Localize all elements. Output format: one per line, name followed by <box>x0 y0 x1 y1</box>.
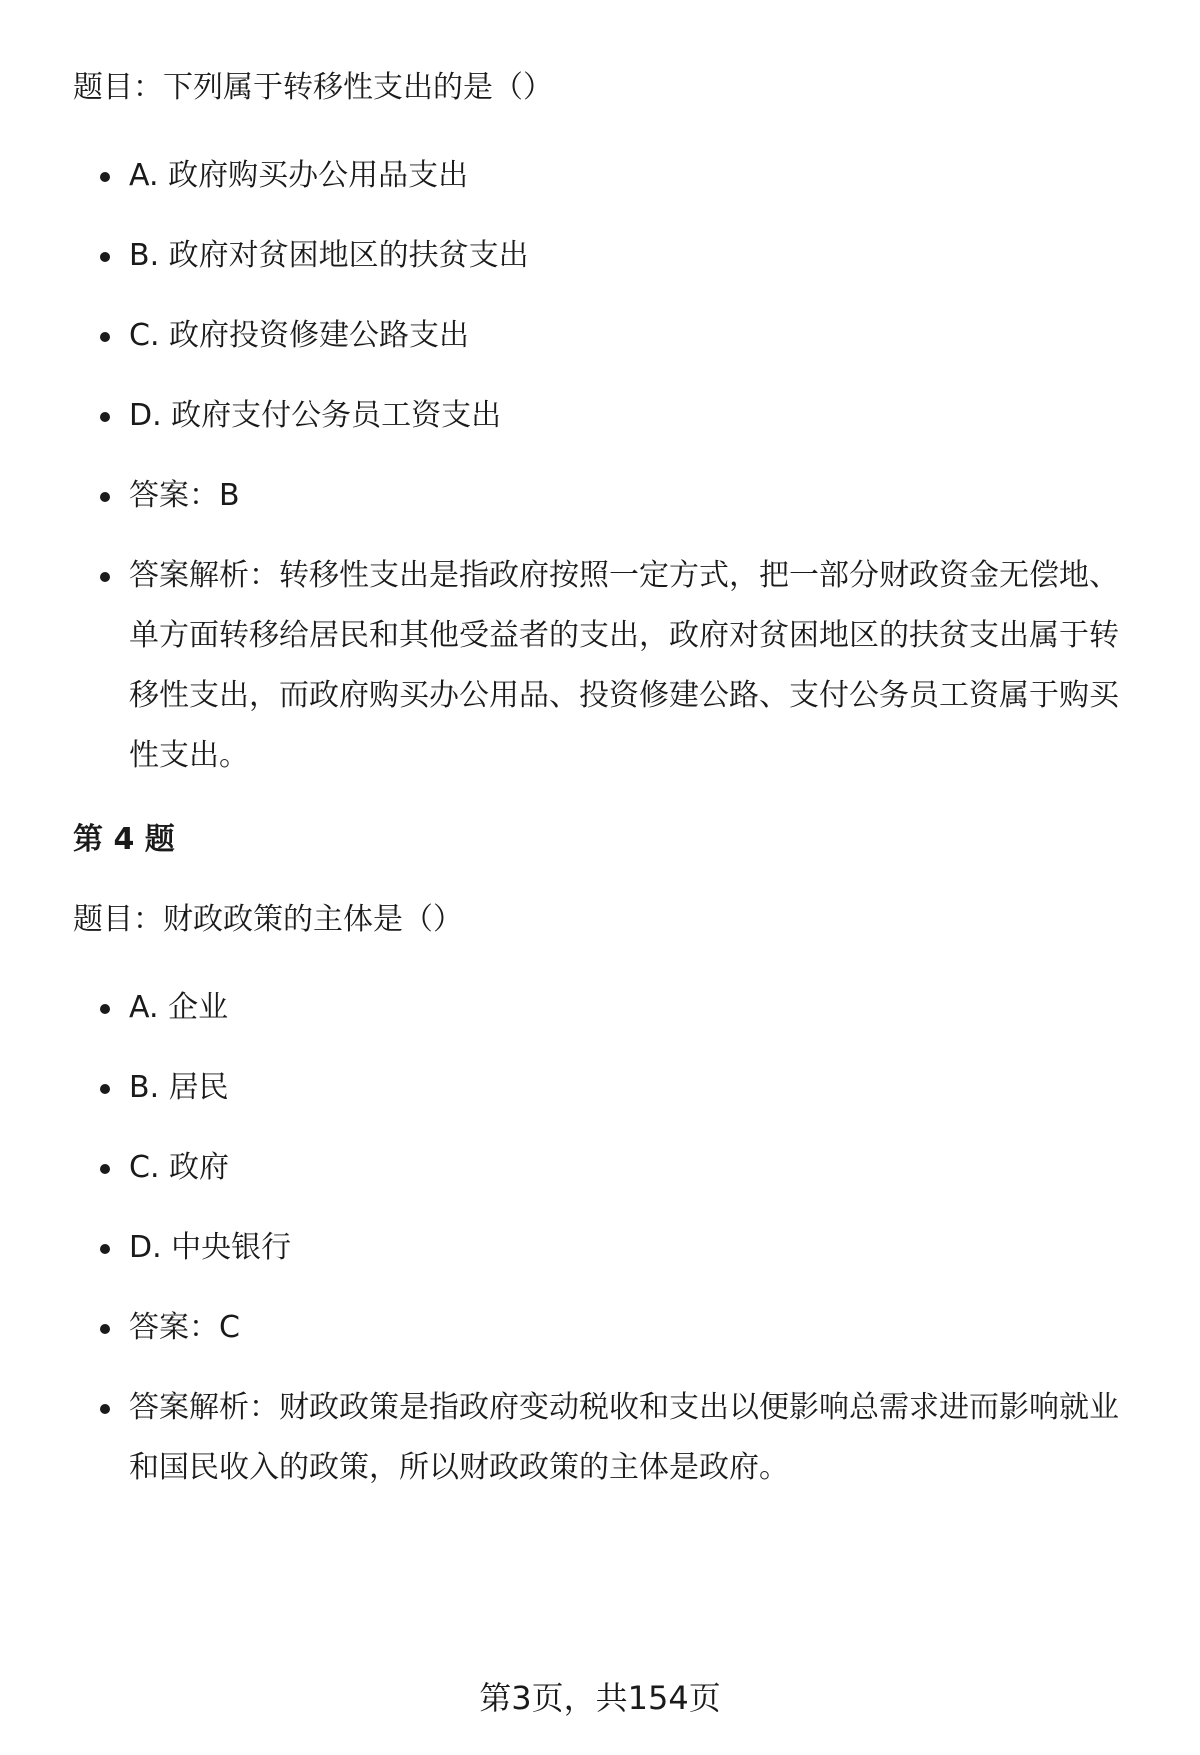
question-3-option-d: D. 政府支付公务员工资支出 <box>73 386 1140 446</box>
question-4-answer: 答案：C <box>73 1298 1140 1358</box>
question-4-title: 第 4 题 <box>73 822 175 857</box>
question-3-analysis: 答案解析：转移性支出是指政府按照一定方式，把一部分财政资金无偿地、单方面转移给居民和其他受益者的支出，政府对贫困地区的扶贫支出属于转移性支出，而政府购买办公用品、投资修建公路、支付公务员工资属于购买性支出。 <box>73 546 1140 786</box>
page-number-footer: 第3页，共154页 <box>479 1679 721 1717</box>
question-4-option-a: A. 企业 <box>73 978 1140 1038</box>
question-3-answer: 答案：B <box>73 466 1140 526</box>
question-3-option-b: B. 政府对贫困地区的扶贫支出 <box>73 226 1140 286</box>
question-3-stem: 题目：下列属于转移性支出的是（） <box>73 70 553 105</box>
question-3-options <box>73 146 1140 786</box>
question-4-option-b: B. 居民 <box>73 1058 1140 1118</box>
question-4-option-c: C. 政府 <box>73 1138 1140 1198</box>
question-4-options <box>73 978 1140 1498</box>
question-4-analysis: 答案解析：财政政策是指政府变动税收和支出以便影响总需求进而影响就业和国民收入的政策，所以财政政策的主体是政府。 <box>73 1378 1140 1498</box>
question-3-option-c: C. 政府投资修建公路支出 <box>73 306 1140 366</box>
question-4-stem: 题目：财政政策的主体是（） <box>73 902 463 937</box>
question-4-option-d: D. 中央银行 <box>73 1218 1140 1278</box>
question-3-option-a: A. 政府购买办公用品支出 <box>73 146 1140 206</box>
